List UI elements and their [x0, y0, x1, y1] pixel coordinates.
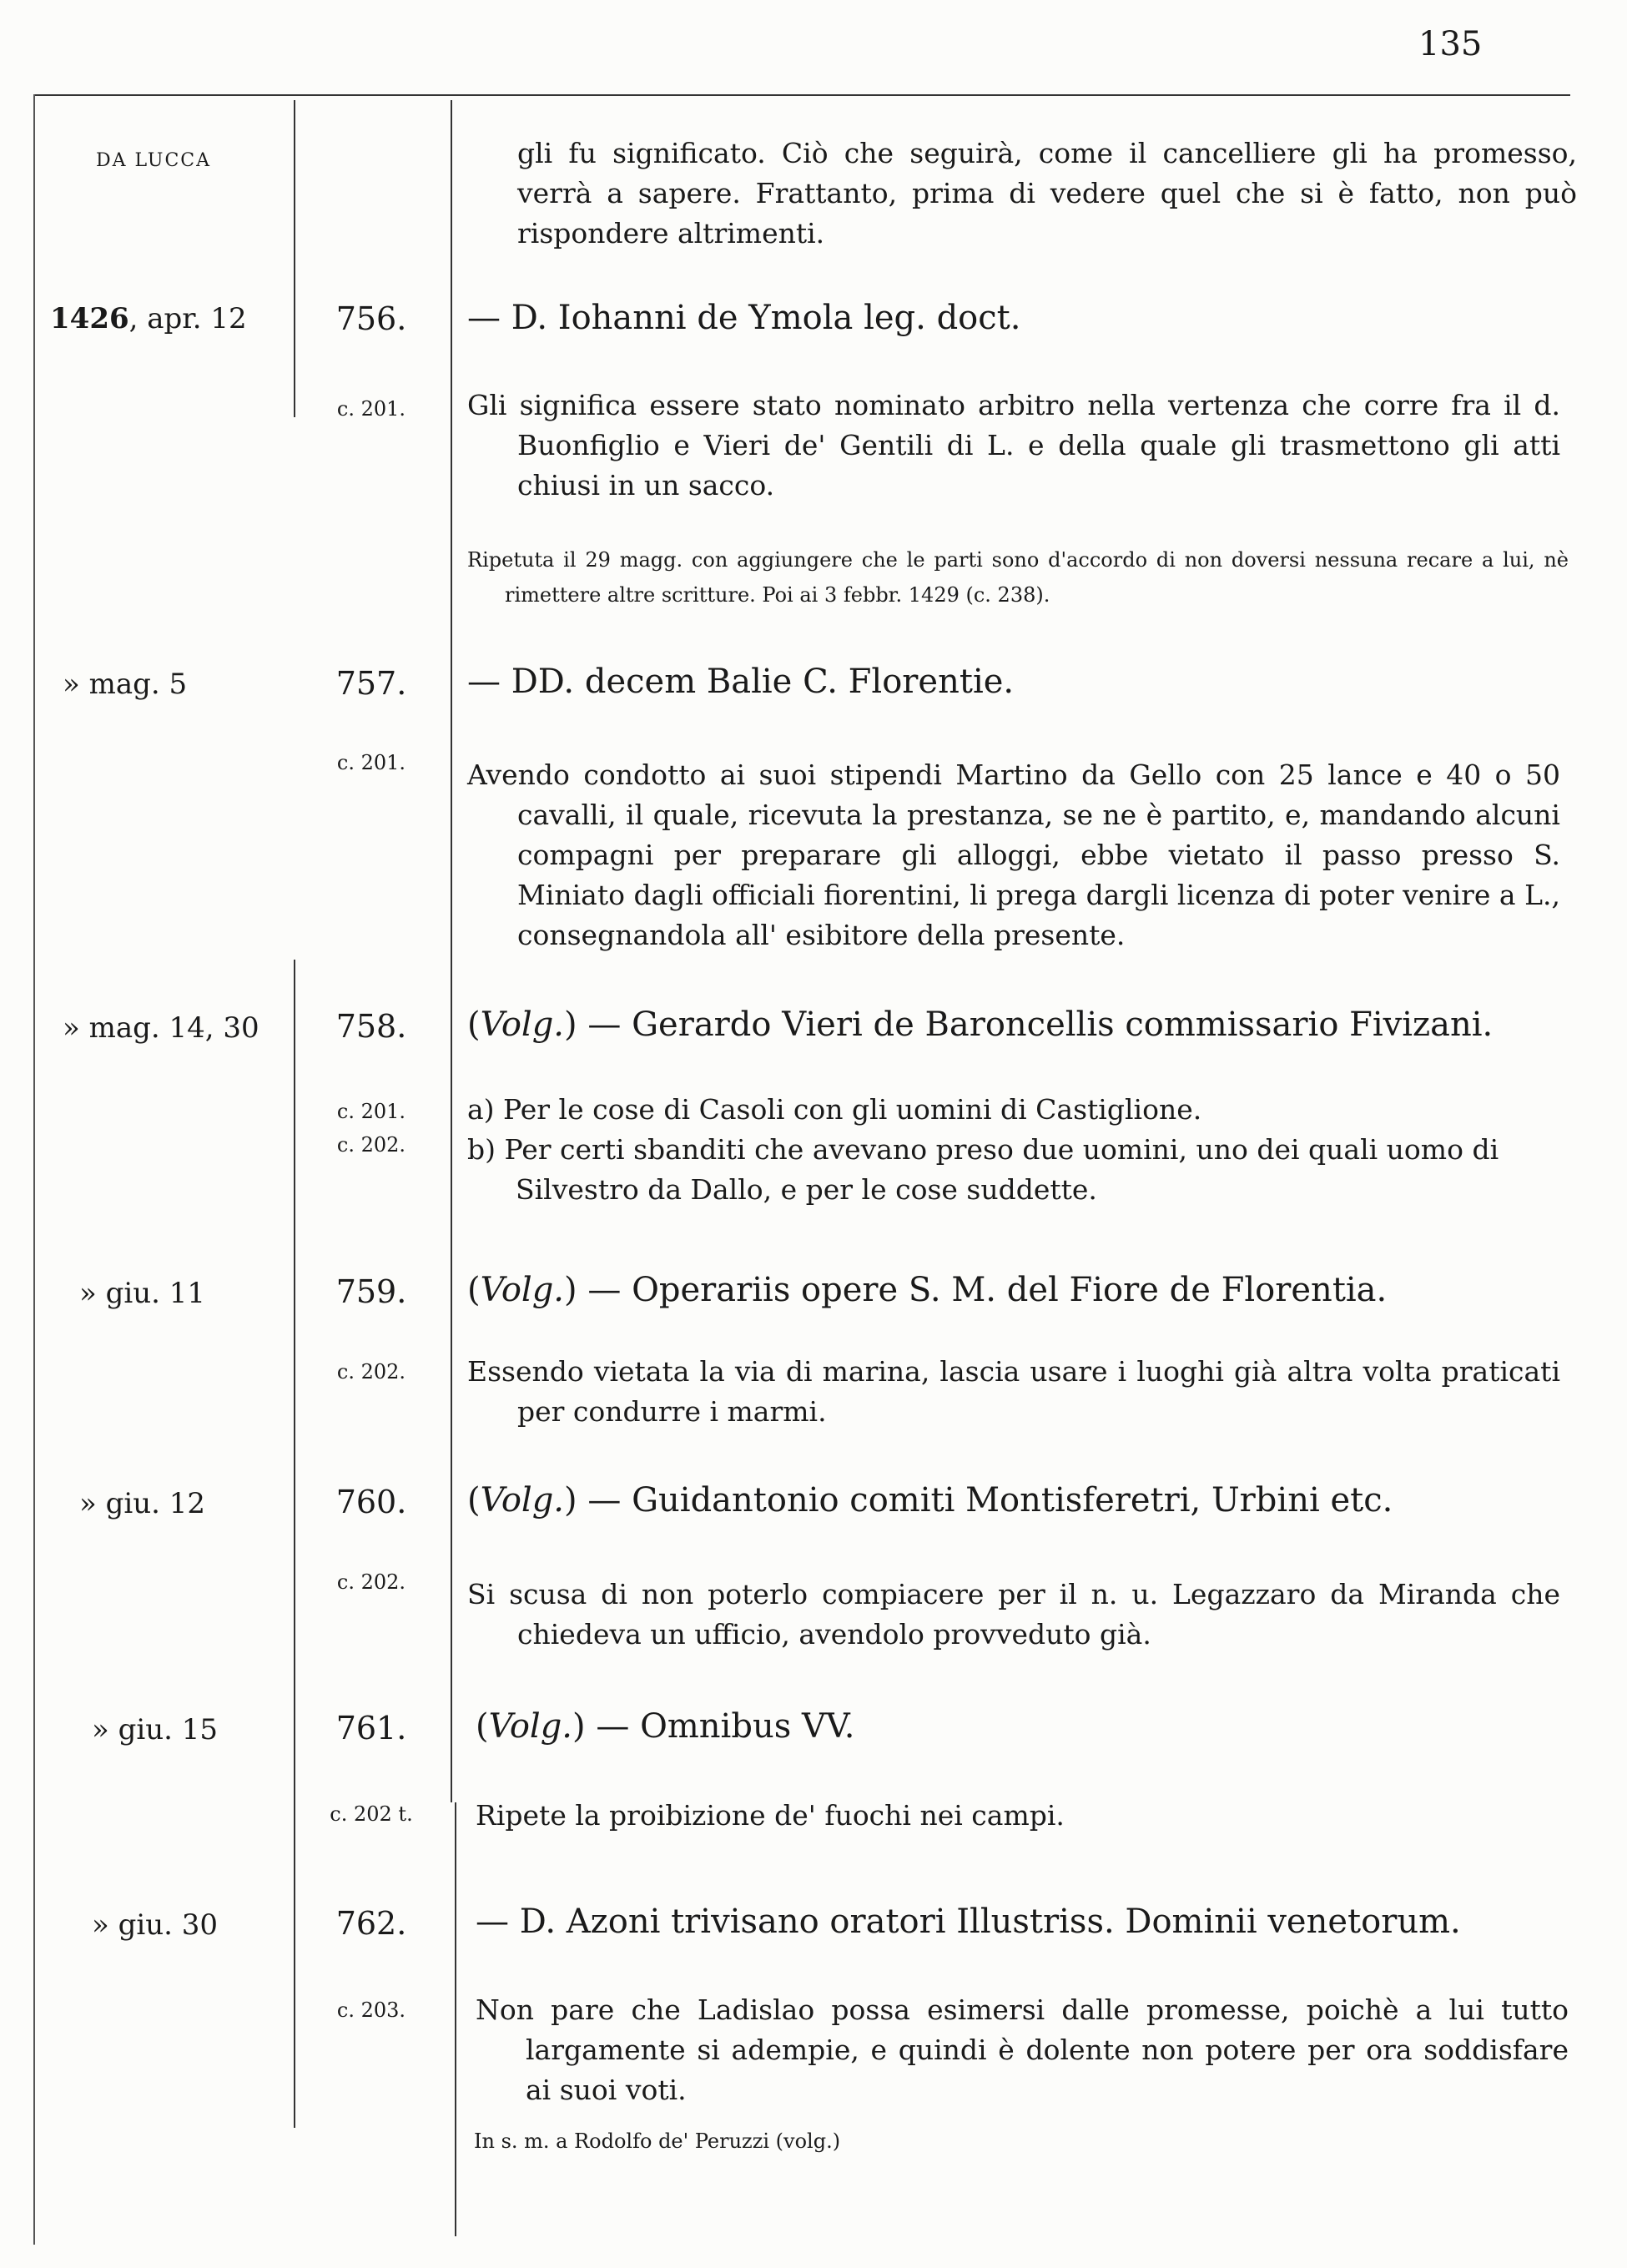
- entry-date: » giu. 15: [92, 1713, 219, 1746]
- entry-folio: c. 201.: [336, 397, 406, 421]
- entry-recipient: (Volg.) — Guidantonio comiti Montisferetri, Urbini etc.: [467, 1481, 1393, 1520]
- recipient-name: — Omnibus VV.: [585, 1707, 855, 1746]
- entry-number: 759.: [335, 1273, 407, 1310]
- entry-summary: Essendo vietata la via di marina, lascia usare i luoghi già altra volta praticati per condurre i marmi.: [467, 1355, 1560, 1428]
- entry-date-rest: , apr. 12: [128, 302, 247, 335]
- top-rule: [33, 94, 1570, 96]
- entry-summary: Gli significa essere stato nominato arbitro nella vertenza che corre fra il d. Buonfiglio e Vieri de' Gentili di L. e della quale gli trasmettono gli atti chiusi in un sacco.: [467, 389, 1560, 501]
- entry-number: 760.: [335, 1484, 407, 1520]
- entry-summary: Non pare che Ladislao possa esimersi dalle promesse, poichè a lui tutto largamente si adempie, e quindi è dolente non potere per ora soddisfare ai suoi voti.: [476, 1993, 1569, 2106]
- entry-folio: c. 202.: [336, 1570, 406, 1594]
- entry-number: 758.: [335, 1008, 407, 1045]
- entry-number: 762.: [335, 1905, 407, 1942]
- column-rule-number: [451, 100, 452, 1802]
- entry-date: » mag. 5: [63, 668, 188, 701]
- entry-date: » mag. 14, 30: [63, 1011, 259, 1045]
- entry-folio: c. 201.: [336, 751, 406, 774]
- entry-date: [50, 302, 284, 335]
- entry-recipient: — DD. decem Balie C. Florentie.: [467, 663, 1015, 701]
- column-rule-date-lower: [294, 960, 295, 2128]
- entry-item-a: a) Per le cose di Casoli con gli uomini di Castiglione.: [467, 1093, 1202, 1126]
- entry-folio: c. 203.: [336, 1998, 406, 2022]
- left-margin-rule: [33, 94, 35, 2245]
- recipient-name: — Operariis opere S. M. del Fiore de Florentia.: [577, 1271, 1388, 1309]
- column-rule-date: [294, 100, 295, 417]
- recipient-name: — Guidantonio comiti Montisferetri, Urbini etc.: [577, 1481, 1393, 1520]
- volg-label: Volg.: [480, 1481, 565, 1520]
- entry-folio-b: c. 202.: [336, 1133, 406, 1157]
- intro-paragraph: gli fu significato. Ciò che seguirà, come il cancelliere gli ha promesso, verrà a sapere. Frattanto, prima di vedere quel che si è fatto, non può rispondere altrimenti.: [517, 137, 1577, 249]
- entry-recipient: — D. Iohanni de Ymola leg. doct.: [467, 299, 1021, 337]
- entry-summary: Ripete la proibizione de' fuochi nei campi.: [476, 1799, 1065, 1832]
- entry-note: Ripetuta il 29 magg. con aggiungere che le parti sono d'accordo di non doversi nessuna recare a lui, nè rimettere altre scritture. Poi ai 3 febbr. 1429 (c. 238).: [467, 548, 1569, 607]
- entry-recipient: — D. Azoni trivisano oratori Illustriss. Dominii venetorum.: [476, 1903, 1461, 1941]
- entry-year: 1426: [50, 302, 129, 335]
- column-header: DA LUCCA: [96, 150, 212, 171]
- volg-label: Volg.: [480, 1271, 565, 1309]
- entry-date: » giu. 12: [79, 1487, 206, 1520]
- entry-note: In s. m. a Rodolfo de' Peruzzi (volg.): [474, 2129, 841, 2153]
- entry-date: » giu. 11: [79, 1277, 206, 1310]
- entry-recipient: (Volg.) — Gerardo Vieri de Baroncellis commissario Fivizani.: [467, 1005, 1494, 1044]
- entry-item-b: b) Per certi sbanditi che avevano preso due uomini, uno dei quali uomo di Silvestro da Dallo, e per le cose suddette.: [467, 1133, 1499, 1206]
- volg-label: Volg.: [480, 1005, 565, 1044]
- entry-folio-a: c. 201.: [336, 1100, 406, 1123]
- recipient-name: — Gerardo Vieri de Baroncellis commissario Fivizani.: [577, 1005, 1494, 1044]
- entry-recipient: (Volg.) — Operariis opere S. M. del Fiore de Florentia.: [467, 1271, 1388, 1309]
- volg-label: Volg.: [488, 1707, 573, 1746]
- entry-summary: Avendo condotto ai suoi stipendi Martino da Gello con 25 lance e 40 o 50 cavalli, il quale, ricevuta la prestanza, se ne è partito, e, mandando alcuni compagni per preparare gli alloggi, ebbe vietato il passo presso S. Miniato dagli officiali fiorentini, li prega dargli licenza di poter venire a L., consegnandola all' esibitore della presente.: [467, 759, 1560, 951]
- entry-summary: Si scusa di non poterlo compiacere per il n. u. Legazzaro da Miranda che chiedeva un ufficio, avendolo provveduto già.: [467, 1578, 1560, 1651]
- entry-folio: c. 202 t.: [330, 1802, 413, 1826]
- entry-folio: c. 202.: [336, 1360, 406, 1383]
- entry-date: » giu. 30: [92, 1908, 219, 1942]
- entry-number: 761.: [335, 1710, 407, 1746]
- column-rule-number-lower: [455, 1802, 456, 2236]
- entry-recipient: (Volg.) — Omnibus VV.: [476, 1707, 855, 1746]
- page-number: 135: [1418, 25, 1483, 63]
- entry-number: 757.: [335, 665, 407, 702]
- entry-number: 756.: [335, 300, 407, 337]
